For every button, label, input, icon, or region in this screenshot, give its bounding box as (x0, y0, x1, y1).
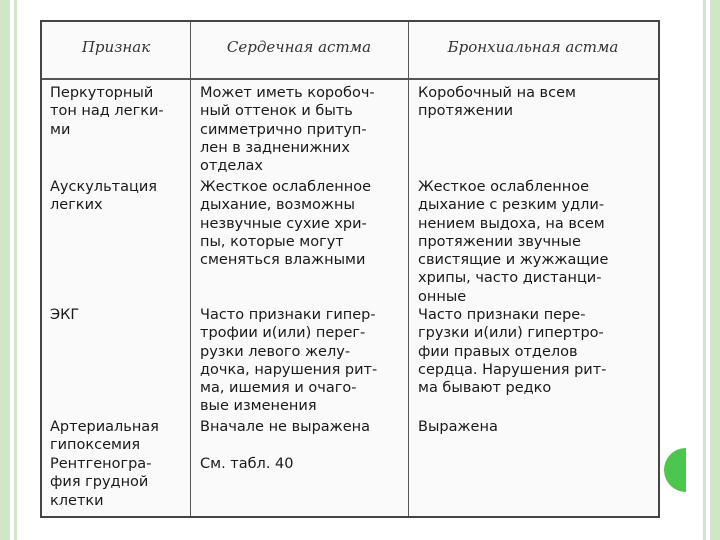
row-ecg-cardiac: Часто признаки гипер- трофии и(или) перег- рузки левого желу- дочка, нарушения рит- ма, ишемия и очаго- вые изменения (200, 307, 378, 415)
row-auscultation-bronchial: Жесткое ослабленное дыхание с резким удли- нением выдоха, на всем протяжении звучные свистящие и жужжащие хрипы, часто дистанци- онные (418, 179, 609, 305)
row-percussion-sign: Перкуторный тон над легки- ми (50, 85, 164, 138)
header-sign: Признак (81, 38, 151, 56)
slide-frame-left (0, 0, 10, 540)
row-hypoxemia-bronchial: Выражена (418, 419, 498, 435)
row-ecg-sign: ЭКГ (50, 307, 80, 323)
comparison-table (40, 20, 660, 518)
row-auscultation-cardiac: Жесткое ослабленное дыхание, возможны незвучные сухие хри- пы, которые могут сменяться влажными (200, 179, 371, 269)
slide-frame-right (710, 0, 720, 540)
column-divider (408, 22, 409, 516)
row-hypoxemia-cardiac: Вначале не выражена (200, 419, 371, 435)
row-hypoxemia-sign: Артериальная гипоксемия (50, 419, 159, 454)
slide-frame-left-line (14, 0, 17, 540)
row-auscultation-sign: Аускультация легких (50, 179, 157, 214)
slide-frame-right-line (703, 0, 706, 540)
header-bronchial-asthma: Бронхиальная астма (447, 38, 619, 56)
row-percussion-cardiac: Может иметь коробоч- ный оттенок и быть симметрично притуп- лен в задненижних отделах (200, 85, 375, 175)
row-ecg-bronchial: Часто признаки пере- грузки и(или) гипертро- фии правых отделов сердца. Нарушения рит- ма бывают редко (418, 307, 607, 397)
slide-accent-dot (664, 448, 686, 492)
column-divider (190, 22, 191, 516)
header-divider (42, 78, 658, 80)
row-xray-sign: Рентгеногра- фия грудной клетки (50, 456, 152, 509)
header-cardiac-asthma: Сердечная астма (226, 38, 372, 56)
row-percussion-bronchial: Коробочный на всем протяжении (418, 85, 576, 120)
row-xray-cardiac: См. табл. 40 (200, 456, 294, 472)
